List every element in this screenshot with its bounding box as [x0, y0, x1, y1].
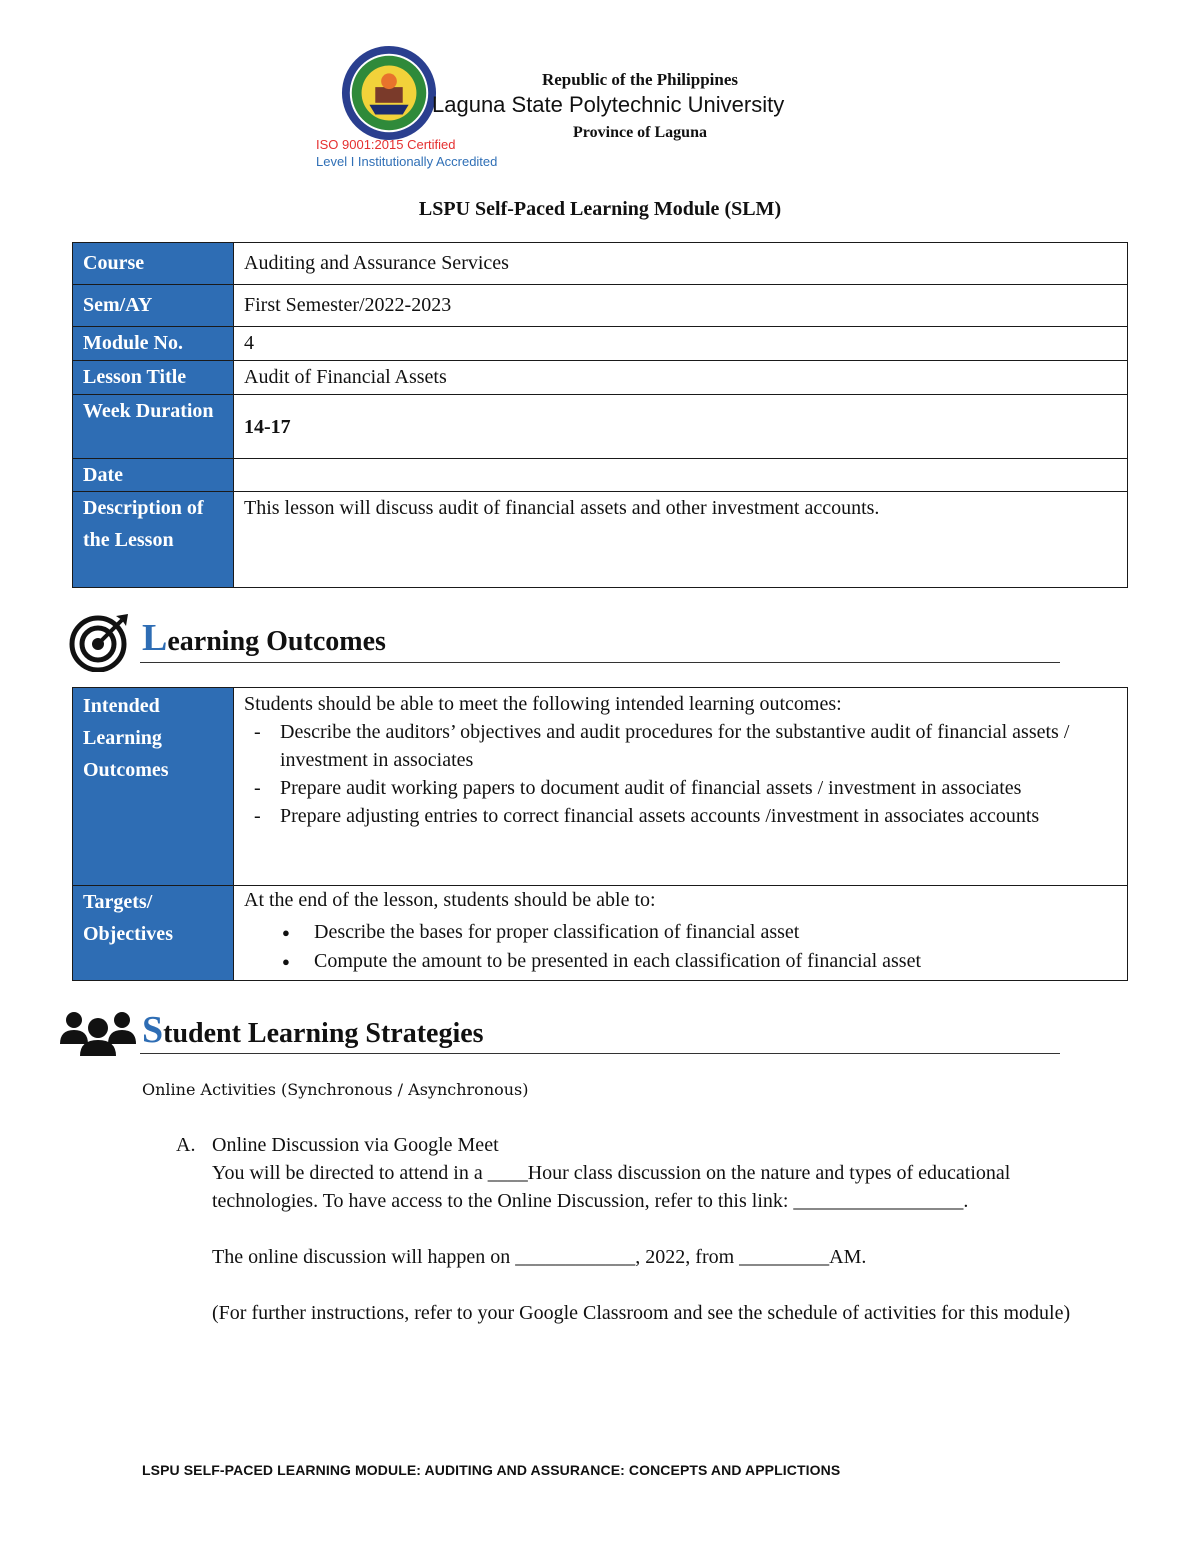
table-row — [73, 361, 1128, 395]
module-label: Module No. — [73, 327, 234, 361]
module-value: 4 — [234, 327, 1128, 361]
intended-cell — [234, 688, 1128, 886]
item-a-paragraph-3: (For further instructions, refer to your Google Classroom and see the schedule of activities for this module) — [212, 1302, 1071, 1324]
outcomes-table — [72, 687, 1128, 981]
table-row — [73, 395, 1128, 459]
table-row — [73, 886, 1128, 981]
targets-intro: At the end of the lesson, students should be able to: — [244, 889, 656, 911]
targets-label: Targets/ Objectives — [73, 886, 234, 981]
table-row — [73, 459, 1128, 492]
item-a-title: Online Discussion via Google Meet — [212, 1134, 499, 1156]
item-letter: A. — [176, 1134, 196, 1156]
table-row — [73, 327, 1128, 361]
section-divider — [140, 1053, 1060, 1054]
targets-cell — [234, 886, 1128, 981]
online-activities-heading: Online Activities (Synchronous / Asynchronous) — [142, 1080, 529, 1099]
republic-text: Republic of the Philippines — [541, 70, 738, 89]
page-footer: LSPU SELF-PACED LEARNING MODULE: AUDITING AND ASSURANCE: CONCEPTS AND APPLICTIONS — [142, 1462, 841, 1478]
week-value: 14-17 — [234, 395, 1128, 459]
date-value — [234, 459, 1128, 492]
target-icon — [66, 610, 132, 672]
title-initial: L — [142, 617, 168, 659]
section-divider — [140, 662, 1060, 663]
intended-label: Intended Learning Outcomes — [73, 688, 234, 886]
sem-label: Sem/AY — [73, 285, 234, 327]
lesson-label: Lesson Title — [73, 361, 234, 395]
accreditation-text: Level I Institutionally Accredited — [316, 154, 498, 169]
university-name: Laguna State Polytechnic University — [432, 92, 785, 117]
list-item: - Prepare adjusting entries to correct financial assets accounts /investment in associates accounts — [244, 802, 1117, 830]
intended-list — [244, 718, 1117, 830]
document-title: LSPU Self-Paced Learning Module (SLM) — [418, 198, 782, 220]
table-row — [73, 492, 1128, 588]
strategies-title — [142, 1008, 484, 1052]
table-row — [73, 285, 1128, 327]
list-item: ● Describe the bases for proper classification of financial asset — [244, 918, 1117, 947]
description-value: This lesson will discuss audit of financial assets and other investment accounts. — [234, 492, 1128, 588]
lesson-value: Audit of Financial Assets — [234, 361, 1128, 395]
targets-list — [244, 918, 1117, 976]
learning-outcomes-title — [142, 616, 386, 660]
date-label: Date — [73, 459, 234, 492]
course-value: Auditing and Assurance Services — [234, 243, 1128, 285]
title-rest: earning Outcomes — [167, 626, 386, 657]
title-rest: tudent Learning Strategies — [163, 1018, 484, 1049]
course-label: Course — [73, 243, 234, 285]
item-a-paragraph-1: You will be directed to attend in a ____Hour class discussion on the nature and types of educational technologies. To have access to the Online Discussion, refer to this link: _________________. — [212, 1162, 1011, 1212]
item-a-content — [212, 1131, 1092, 1327]
people-group-icon — [60, 1008, 136, 1058]
list-item: - Prepare audit working papers to document audit of financial assets / investment in associates — [244, 774, 1117, 802]
title-initial: S — [142, 1009, 164, 1051]
module-info-table — [72, 242, 1128, 588]
item-a-paragraph-2: The online discussion will happen on ____________, 2022, from _________AM. — [212, 1246, 867, 1268]
province-text: Province of Laguna — [573, 124, 707, 141]
sem-value: First Semester/2022-2023 — [234, 285, 1128, 327]
table-row — [73, 688, 1128, 886]
list-item: ● Compute the amount to be presented in each classification of financial asset — [244, 947, 1117, 976]
list-item: - Describe the auditors’ objectives and audit procedures for the substantive audit of financial assets / investment in associates — [244, 718, 1117, 774]
iso-certification: ISO 9001:2015 Certified — [316, 137, 456, 152]
description-label: Description of the Lesson — [73, 492, 234, 588]
intended-intro: Students should be able to meet the following intended learning outcomes: — [244, 693, 842, 715]
week-label: Week Duration — [73, 395, 234, 459]
university-seal-icon — [340, 44, 438, 142]
table-row — [73, 243, 1128, 285]
